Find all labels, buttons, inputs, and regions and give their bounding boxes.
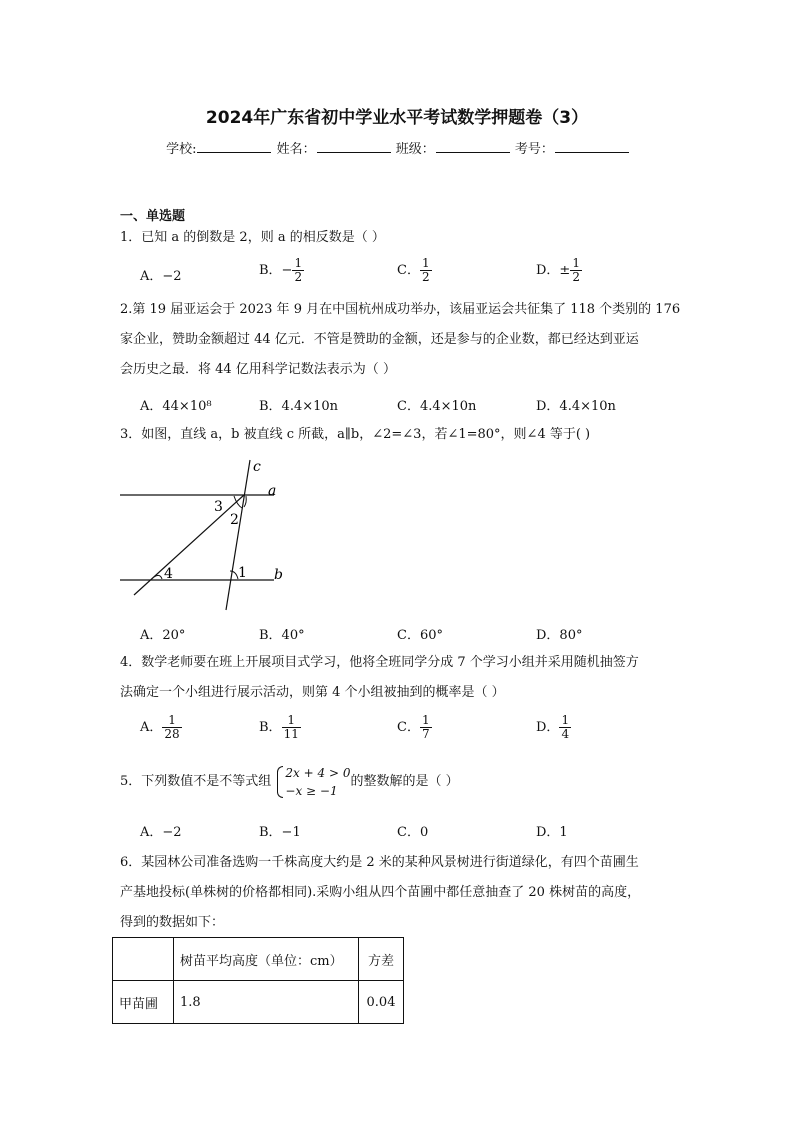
name-label: 姓名： <box>276 142 316 157</box>
q5-option-b: B．−1 <box>259 825 301 840</box>
q4-c-numerator: 1 <box>421 713 430 727</box>
q1-option-c-fraction <box>420 257 432 284</box>
q4-option-b-fraction <box>282 714 301 741</box>
table-cell: 1.8 <box>174 981 359 1024</box>
question-2 <box>120 295 690 385</box>
q1-d-numerator: 1 <box>572 256 580 270</box>
q3-option-b: B．40° <box>259 628 305 643</box>
q1-b-numerator: 1 <box>294 256 303 270</box>
label-angle-2: 2 <box>230 512 239 528</box>
q1-c-numerator: 1 <box>421 256 430 270</box>
table-header-row <box>113 938 404 981</box>
q1-option-c-label: C． <box>397 263 420 278</box>
q5-option-c: C．0 <box>397 825 429 840</box>
table-header-cell: 方差 <box>359 938 404 981</box>
q4-option-d <box>536 714 571 741</box>
question-2-line-3: 会历史之最．将 44 亿用科学记数法表示为（ ） <box>120 362 396 377</box>
q4-option-b-label: B． <box>259 720 282 735</box>
q4-option-c <box>397 714 432 741</box>
q4-a-numerator: 1 <box>162 714 181 728</box>
question-6-line-1: 6．某园林公司准备选购一千株高度大约是 2 米的某种风景树进行街道绿化，有四个苗圃生 <box>120 855 639 870</box>
q5-option-d: D．1 <box>536 825 568 840</box>
q4-b-denominator: 11 <box>283 727 299 741</box>
question-5-suffix: 的整数解的是（ ） <box>350 774 459 789</box>
q1-b-denominator: 2 <box>294 270 303 284</box>
parallel-lines-figure <box>118 455 298 615</box>
q4-c-denominator: 7 <box>421 727 430 741</box>
label-b: b <box>274 567 283 583</box>
q3-option-c: C．60° <box>397 628 443 643</box>
q4-a-denominator: 28 <box>164 727 180 741</box>
class-label: 班级： <box>395 142 435 157</box>
q1-option-d <box>536 257 582 284</box>
q4-option-d-label: D． <box>536 720 560 735</box>
question-6-line-2: 产基地投标(单株树的价格都相同).采购小组从四个苗圃中都任意抽查了 20 株树苗的高度， <box>120 885 641 900</box>
question-3: 3．如图，直线 a，b 被直线 c 所截，a∥b，∠2=∠3，若∠1=80°，则∠4 等于( ) <box>120 427 591 442</box>
section-heading: 一、单选题 <box>120 209 186 224</box>
question-4-line-2: 法确定一个小组进行展示活动，则第 4 个小组被抽到的概率是（ ） <box>120 685 505 700</box>
question-2-line-2: 家企业，赞助金额超过 44 亿元．不管是赞助的金额，还是参与的企业数，都已经达到亚运 <box>120 332 639 347</box>
table-row <box>113 981 404 1024</box>
q2-option-c: C．4.4×10n <box>397 399 477 414</box>
q1-option-a: A．−2 <box>140 269 182 284</box>
q1-d-denominator: 2 <box>572 270 580 284</box>
question-5 <box>120 760 690 804</box>
inequality-2: −x ≥ −1 <box>285 783 338 798</box>
q2-option-d: D．4.4×10n <box>536 399 616 414</box>
table-cell: 甲苗圃 <box>113 981 174 1024</box>
school-label: 学校: <box>166 142 197 157</box>
question-6-line-3: 得到的数据如下： <box>120 915 225 930</box>
table-header-cell: 树苗平均高度（单位：cm） <box>174 938 359 981</box>
q5-option-a: A．−2 <box>140 825 182 840</box>
label-c: c <box>253 459 261 475</box>
table-cell: 0.04 <box>359 981 404 1024</box>
q4-d-denominator: 4 <box>561 727 570 741</box>
q4-d-numerator: 1 <box>561 713 570 727</box>
question-6 <box>120 848 690 938</box>
q3-option-a: A．20° <box>140 628 186 643</box>
q4-option-a-fraction <box>162 714 181 741</box>
label-a: a <box>268 483 277 499</box>
seedling-data-table <box>112 937 404 1024</box>
q4-option-b <box>259 714 301 741</box>
class-blank <box>436 140 510 153</box>
exam-title: 2024年广东省初中学业水平考试数学押题卷（3） <box>205 108 589 128</box>
label-angle-3: 3 <box>214 499 223 515</box>
line-c <box>226 460 250 610</box>
q4-b-numerator: 1 <box>282 714 301 728</box>
q4-option-a-label: A． <box>140 720 163 735</box>
question-4-line-1: 4．数学老师要在班上开展项目式学习，他将全班同学分成 7 个学习小组并采用随机抽签方 <box>120 655 639 670</box>
q1-option-d-label: D．± <box>536 263 571 278</box>
q2-option-a: A．44×10⁸ <box>140 399 212 414</box>
number-blank <box>555 140 629 153</box>
name-blank <box>317 140 391 153</box>
q1-c-denominator: 2 <box>421 270 430 284</box>
inequality-1: 2x + 4 > 0 <box>285 765 351 780</box>
q1-option-b <box>259 257 304 284</box>
label-angle-1: 1 <box>238 565 247 581</box>
q1-option-b-label: B．− <box>259 263 293 278</box>
school-blank <box>197 140 271 153</box>
table-header-cell <box>113 938 174 981</box>
angle-4-arc <box>154 575 162 579</box>
q3-option-d: D．80° <box>536 628 583 643</box>
question-4 <box>120 648 690 708</box>
question-2-line-1: 2.第 19 届亚运会于 2023 年 9 月在中国杭州成功举办，该届亚运会共征集了 118 个类别的 176 <box>120 302 681 317</box>
q4-option-d-fraction <box>559 714 571 741</box>
q1-option-c <box>397 257 432 284</box>
number-label: 考号： <box>514 142 554 157</box>
student-info-line <box>0 138 794 157</box>
q1-option-b-fraction <box>292 257 304 284</box>
q4-option-c-label: C． <box>397 720 420 735</box>
label-angle-4: 4 <box>164 566 173 582</box>
inequality-system <box>275 764 350 800</box>
q4-option-a <box>140 714 182 741</box>
q1-option-d-fraction <box>570 257 582 284</box>
q4-option-c-fraction <box>420 714 432 741</box>
q2-option-b: B．4.4×10n <box>259 399 339 414</box>
question-1: 1．已知 a 的倒数是 2，则 a 的相反数是（ ） <box>120 230 385 245</box>
question-5-prefix: 5．下列数值不是不等式组 <box>120 774 272 789</box>
